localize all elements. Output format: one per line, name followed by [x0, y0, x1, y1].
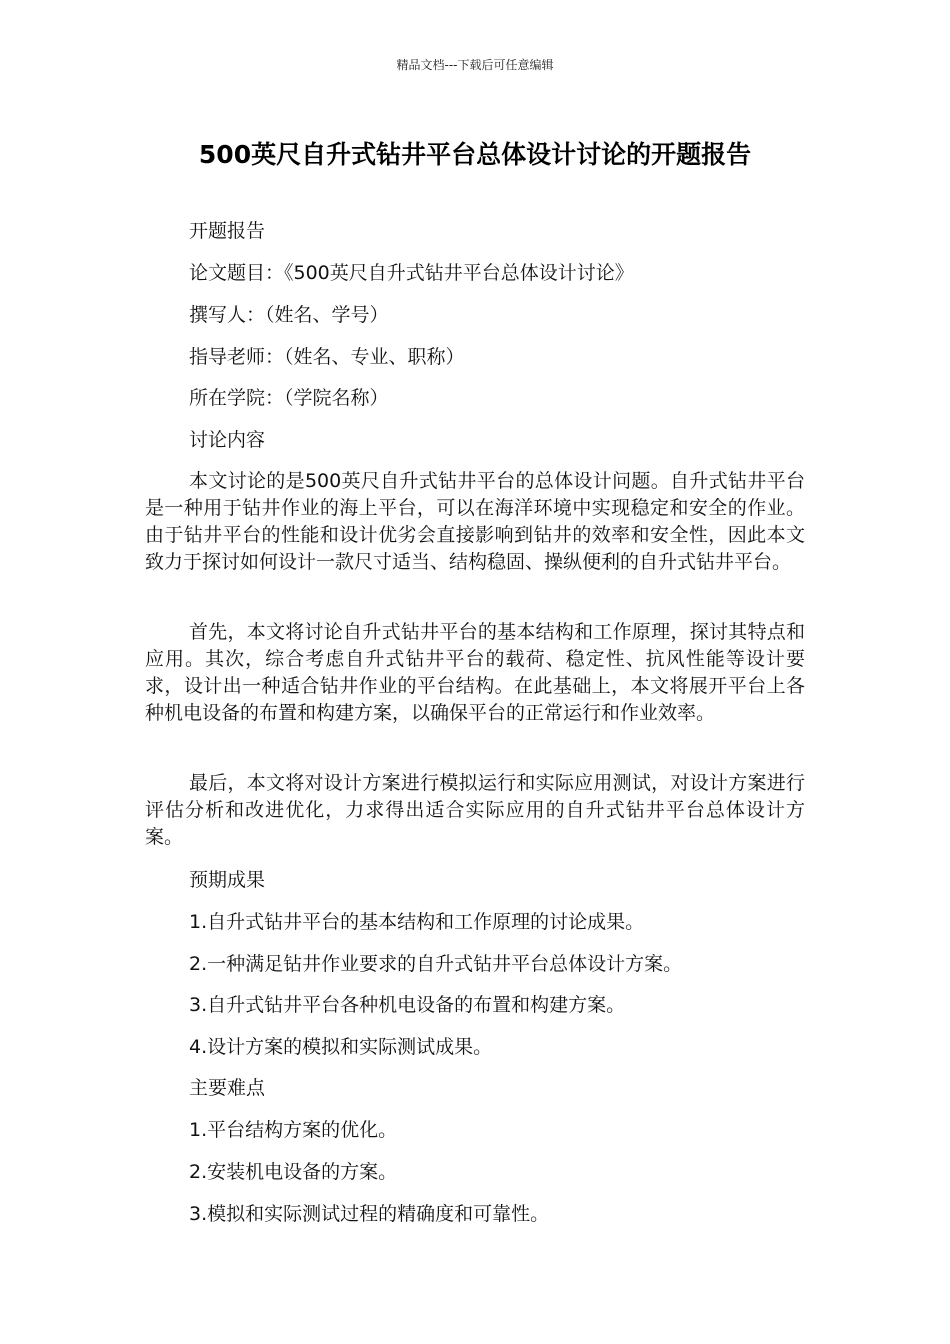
difficulty-item: 1.平台结构方案的优化。	[189, 1119, 398, 1141]
document-title: 500英尺自升式钻井平台总体设计讨论的开题报告	[198, 140, 752, 169]
content-paragraph: 最后，本文将对设计方案进行模拟运行和实际应用测试，对设计方案进行评估分析和改进优化，力求得出适合实际应用的自升式钻井平台总体设计方案。	[145, 772, 805, 848]
college-field: 所在学院：（学院名称）	[189, 387, 389, 409]
difficulty-item: 2.安装机电设备的方案。	[189, 1161, 398, 1183]
outcome-item: 1.自升式钻井平台的基本结构和工作原理的讨论成果。	[189, 911, 645, 933]
outcomes-heading: 预期成果	[189, 869, 266, 891]
outcome-item: 4.设计方案的模拟和实际测试成果。	[189, 1036, 493, 1058]
content-heading: 讨论内容	[189, 429, 266, 451]
content-paragraph: 首先，本文将讨论自升式钻井平台的基本结构和工作原理，探讨其特点和应用。其次，综合考虑自升式钻井平台的载荷、稳定性、抗风性能等设计要求，设计出一种适合钻井作业的平台结构。在此基础上，本文将展开平台上各种机电设备的布置和构建方案，以确保平台的正常运行和作业效率。	[145, 621, 805, 724]
difficulties-heading: 主要难点	[189, 1077, 266, 1099]
thesis-title-field: 论文题目：《500英尺自升式钻井平台总体设计讨论》	[189, 262, 634, 284]
outcome-item: 3.自升式钻井平台各种机电设备的布置和构建方案。	[189, 994, 626, 1016]
outcome-item: 2.一种满足钻井作业要求的自升式钻井平台总体设计方案。	[189, 953, 683, 975]
advisor-field: 指导老师：（姓名、专业、职称）	[189, 346, 465, 368]
content-paragraph: 本文讨论的是500英尺自升式钻井平台的总体设计问题。自升式钻井平台是一种用于钻井作业的海上平台，可以在海洋环境中实现稳定和安全的作业。由于钻井平台的性能和设计优劣会直接影响到钻井的效率和安全性，因此本文致力于探讨如何设计一款尺寸适当、结构稳固、操纵便利的自升式钻井平台。	[145, 470, 805, 573]
author-field: 撰写人：（姓名、学号）	[189, 304, 389, 326]
page-header: 精品文档---下载后可任意编辑	[396, 58, 554, 72]
report-label: 开题报告	[189, 220, 266, 242]
difficulty-item: 3.模拟和实际测试过程的精确度和可靠性。	[189, 1203, 550, 1225]
